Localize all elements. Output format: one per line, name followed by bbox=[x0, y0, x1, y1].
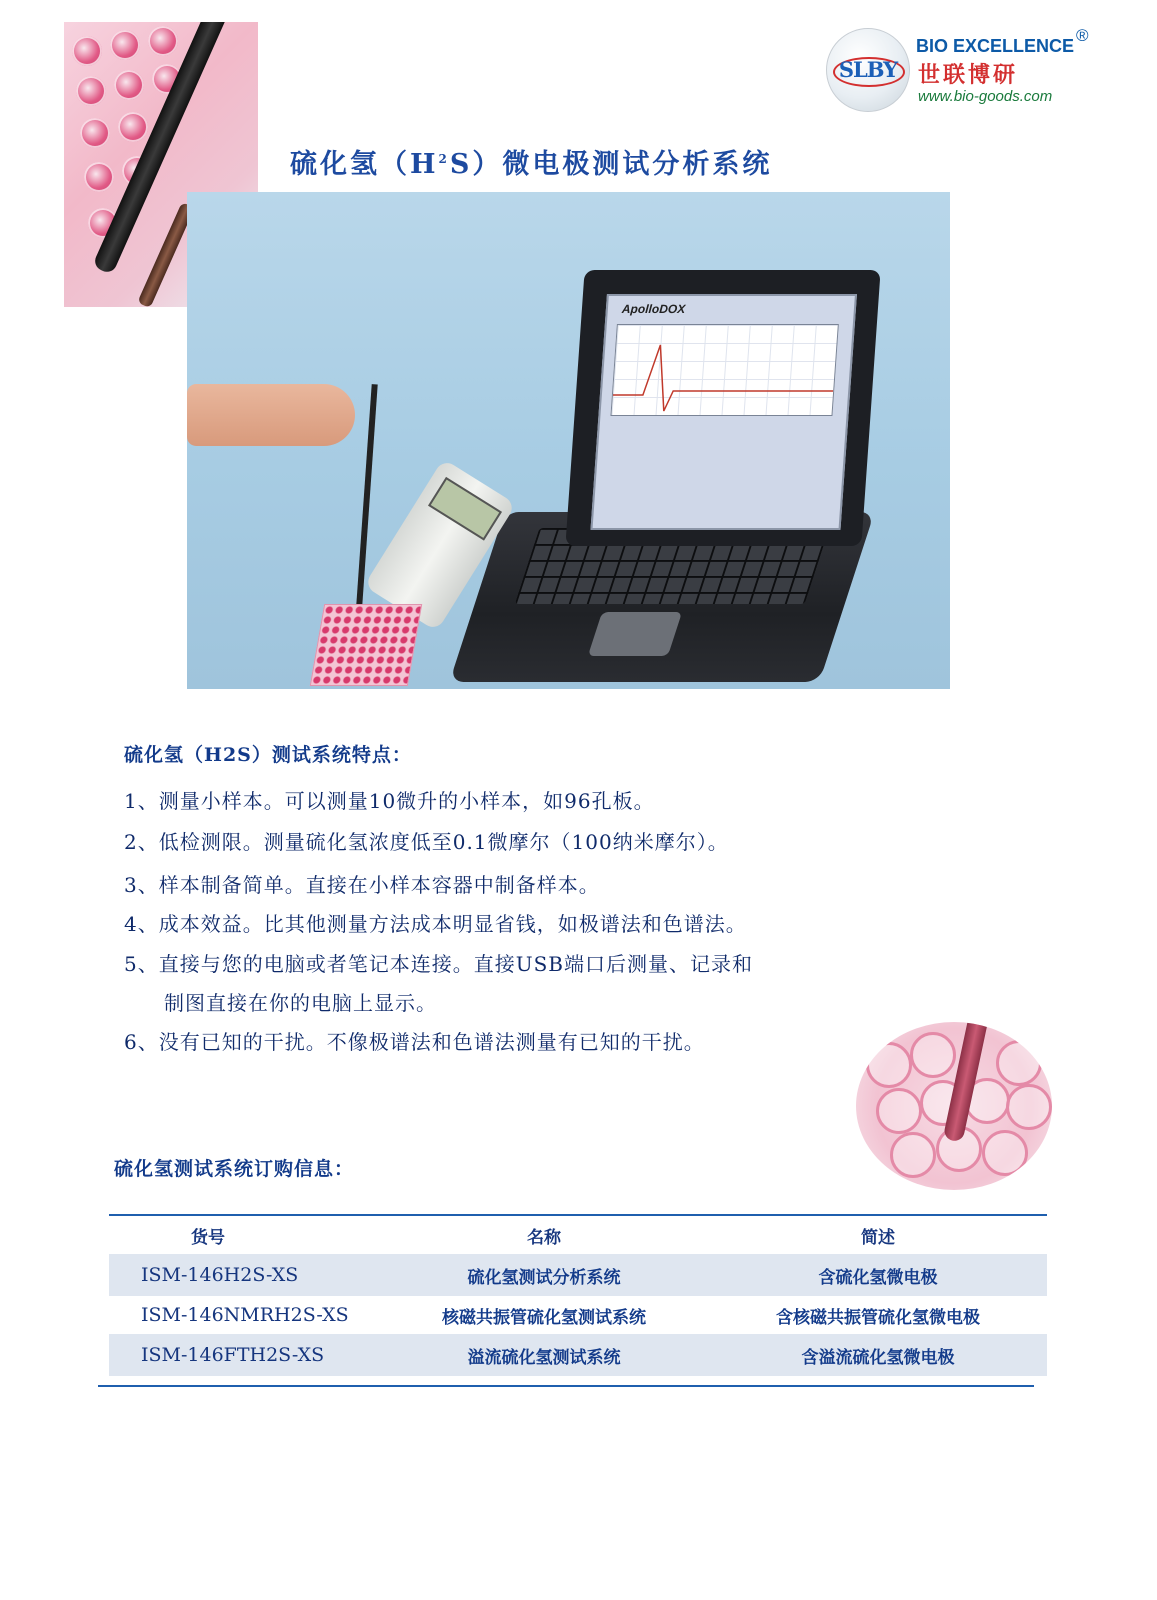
bottom-divider bbox=[98, 1385, 1034, 1387]
hand bbox=[187, 384, 355, 446]
well bbox=[72, 36, 102, 66]
title-superscript: 2 bbox=[438, 152, 450, 166]
well bbox=[80, 118, 110, 148]
table-header-row bbox=[109, 1216, 1047, 1254]
measurement-graph bbox=[610, 324, 838, 416]
column-header-name: 名称 bbox=[527, 1227, 561, 1248]
feature-item: 1、测量小样本。可以测量10微升的小样本，如96孔板。 bbox=[124, 789, 655, 813]
logo-url: www.bio-goods.com bbox=[918, 88, 1053, 105]
electrode bbox=[354, 384, 377, 634]
feature-item-continuation: 制图直接在你的电脑上显示。 bbox=[164, 991, 437, 1015]
meter-lcd bbox=[428, 477, 502, 541]
title-part-1: 硫化氢（H bbox=[290, 149, 439, 180]
table-row bbox=[109, 1296, 1047, 1334]
software-display bbox=[590, 294, 857, 530]
cell-description: 含核磁共振管硫化氢微电极 bbox=[776, 1307, 980, 1328]
well-ring bbox=[982, 1130, 1028, 1176]
order-heading: 硫化氢测试系统订购信息： bbox=[114, 1158, 355, 1180]
feature-item: 6、没有已知的干扰。不像极谱法和色谱法测量有已知的干扰。 bbox=[124, 1030, 705, 1054]
cell-code: ISM-146NMRH2S-XS bbox=[141, 1304, 349, 1326]
well-ring bbox=[876, 1088, 922, 1134]
well bbox=[118, 112, 148, 142]
logo-english-name: BIO EXCELLENCE bbox=[916, 36, 1075, 56]
cell-code: ISM-146H2S-XS bbox=[141, 1264, 299, 1286]
well bbox=[76, 76, 106, 106]
well bbox=[148, 26, 178, 56]
logo-mark: SLBY bbox=[838, 57, 898, 82]
well-ring bbox=[890, 1132, 936, 1178]
laptop-screen bbox=[565, 270, 880, 546]
feature-item: 5、直接与您的电脑或者笔记本连接。直接USB端口后测量、记录和 bbox=[124, 952, 753, 976]
laptop-and-meter-photo bbox=[187, 192, 950, 689]
well-ring bbox=[996, 1040, 1042, 1086]
well-plate-closeup-photo bbox=[856, 1022, 1052, 1190]
order-table bbox=[109, 1214, 1047, 1376]
logo-globe-icon bbox=[826, 28, 910, 112]
features-heading: 硫化氢（H2S）测试系统特点： bbox=[124, 744, 412, 766]
touchpad bbox=[588, 612, 682, 656]
logo-chinese-name: 世联博研 bbox=[918, 63, 1019, 88]
feature-item: 4、成本效益。比其他测量方法成本明显省钱，如极谱法和色谱法。 bbox=[124, 912, 747, 936]
well bbox=[110, 30, 140, 60]
column-header-description: 简述 bbox=[861, 1227, 895, 1248]
table-row bbox=[109, 1334, 1047, 1376]
well-ring bbox=[866, 1042, 912, 1088]
graph-trace bbox=[612, 325, 838, 415]
well-ring bbox=[910, 1032, 956, 1078]
feature-item: 2、低检测限。测量硫化氢浓度低至0.1微摩尔（100纳米摩尔）。 bbox=[124, 830, 729, 854]
cell-description: 含溢流硫化氢微电极 bbox=[801, 1347, 955, 1368]
cell-name: 硫化氢测试分析系统 bbox=[467, 1267, 621, 1288]
well bbox=[84, 162, 114, 192]
registered-mark: ® bbox=[1076, 26, 1089, 45]
software-brand: ApolloDOX bbox=[621, 302, 686, 316]
cell-description: 含硫化氢微电极 bbox=[818, 1267, 938, 1288]
page-title bbox=[290, 142, 772, 181]
table-row bbox=[109, 1254, 1047, 1296]
column-header-code: 货号 bbox=[191, 1227, 225, 1248]
title-part-2: S）微电极测试分析系统 bbox=[449, 149, 773, 180]
well bbox=[114, 70, 144, 100]
well-ring bbox=[1006, 1084, 1052, 1130]
feature-item: 3、样本制备简单。直接在小样本容器中制备样本。 bbox=[124, 873, 600, 897]
cell-code: ISM-146FTH2S-XS bbox=[141, 1344, 325, 1366]
sample-well-plate bbox=[310, 604, 422, 686]
cell-name: 核磁共振管硫化氢测试系统 bbox=[442, 1307, 646, 1328]
cell-name: 溢流硫化氢测试系统 bbox=[467, 1347, 621, 1368]
